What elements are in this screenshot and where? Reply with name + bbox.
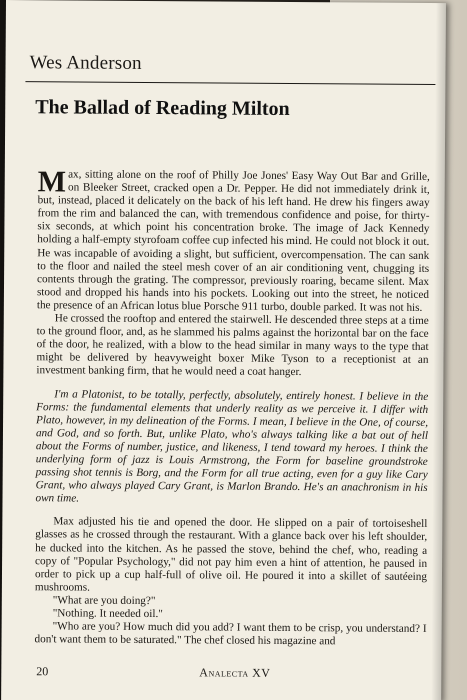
paragraph-italic: I'm a Platonist, to be totally, perfectly, absolutely, entirely honest. I believe in the Forms: the fundamental elements that underly reality as we perceive it. I differ with Plato, however, in my delineation of the Forms. I mean, I believe in the One, of course, and God, and so forth. But, unlike Plato, who's always talking like a bat out of hell about the Forms of number, justice, and likeness, I tend toward my heroes. I think the underlying form of jazz is Louis Armstrong, the Form for baseline groundstroke passing shot tennis is Borg, and the Form for all true acting, even for a guy like Cary Grant, who always played Cary Grant, is Marlon Brando. He's an anachronism in his own time. [35, 387, 429, 505]
paragraph-opening [36, 165, 430, 315]
paragraph-1-text: ax, sitting alone on the roof of Philly Joe Jones' Easy Way Out Bar and Grille, on Bleeker Street, cracked open a Dr. Pepper. He did not immediately drink it, but, instead, placed it delicately on the back of his left hand. He drew his fingers away from the rim and balanced the can, with tremendous confidence and poise, for thirty-six seconds, at which point his concentration broke. The image of Jack Kennedy holding a half-empty styrofoam coffee cup infected his mind. He could not block it out. He was incapable of avoiding a slight, but sufficient, overcompensation. The can sank to the floor and nailed the steel mesh cover of an air conditioning vent, chugging its contents through the grating. The compressor, previously roaring, became silent. Max stood and dropped his hands into his pockets. Looking out into the street, he noticed the presence of an African lotus blue Porsche 911 turbo, double parked. It was not his. [36, 168, 430, 314]
story-body [34, 165, 430, 649]
story-title: The Ballad of Reading Milton [35, 96, 290, 120]
paragraph-3: Max adjusted his tie and opened the door. He slipped on a pair of tortoiseshell glasses as he crossed through the restaurant. With a glance back over his left shoulder, he ducked into the kitchen. As he passed the stove, behind the chef, who, reading a copy of "Popular Psychology," did not pay him even a hint of attention, he paused in order to pick up a cup half-full of olive oil. He poured it into a skillet of sautéeing mushrooms. [34, 515, 428, 594]
page-number: 20 [36, 664, 49, 679]
book-page [1, 0, 446, 700]
paragraph-2: He crossed the rooftop and entered the stairwell. He descended three steps at a time to the ground floor, and, as he slammed his palms against the horizontal bar on the face of the door, he realized, with a blow to the head similar in many ways to the type that might be delivered by heavyweight boxer Mike Tyson to a receptionist at an investment banking firm, that he would need a coat hanger. [36, 312, 429, 379]
drop-cap: M [37, 165, 67, 199]
dialogue-line-1: "What are you doing?" [52, 594, 156, 607]
dialogue-line-3: "Who are you? How much did you add? I want them to be crisp, you understand? I don't want them to be saturated." The chef closed his magazine and [34, 620, 427, 648]
journal-name: Analecta XV [199, 665, 271, 680]
author-name: Wes Anderson [29, 52, 142, 74]
header-rule [25, 81, 435, 85]
dialogue-line-2: "Nothing. It needed oil." [52, 607, 163, 621]
